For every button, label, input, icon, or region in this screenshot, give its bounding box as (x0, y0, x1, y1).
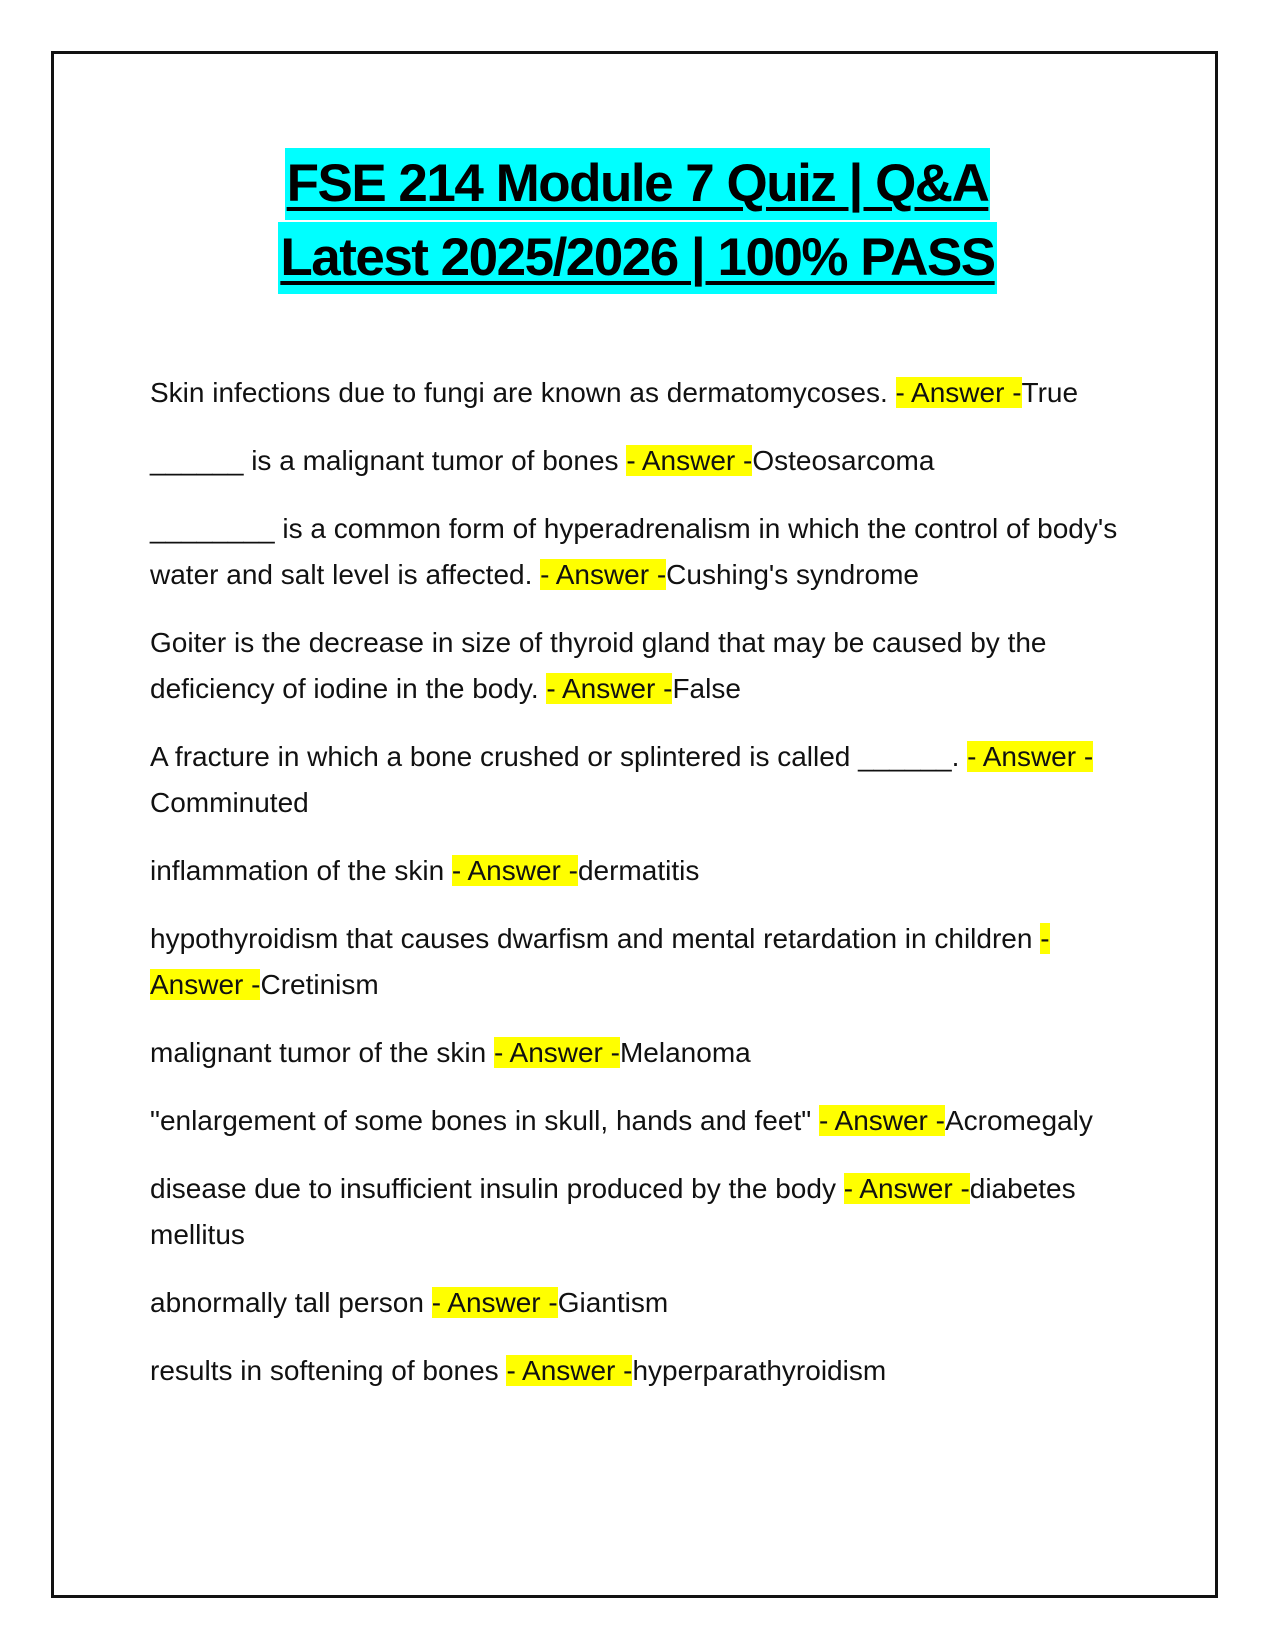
qa-item (150, 370, 1125, 416)
answer-text: Cushing's syndrome (666, 559, 919, 590)
answer-text: Osteosarcoma (752, 445, 935, 476)
qa-item (150, 506, 1125, 598)
title-line-2: Latest 2025/2026 | 100% PASS (278, 222, 996, 294)
answer-text: False (672, 673, 741, 704)
qa-item (150, 1030, 1125, 1076)
answer-text: diabetes mellitus (150, 1173, 1076, 1250)
question-text: inflammation of the skin (150, 855, 452, 886)
answer-marker: - Answer - (626, 445, 753, 476)
qa-item (150, 734, 1125, 826)
document-title (51, 148, 1224, 296)
answer-marker: - Answer - (967, 741, 1094, 772)
title-line-1: FSE 214 Module 7 Quiz | Q&A (285, 148, 991, 220)
answer-text: dermatitis (577, 855, 700, 886)
question-text: Skin infections due to fungi are known as dermatomycoses. (150, 377, 896, 408)
qa-item (150, 438, 1125, 484)
qa-list (150, 370, 1125, 1416)
qa-item (150, 916, 1125, 1008)
answer-marker: - Answer - (895, 377, 1022, 408)
qa-item (150, 1166, 1125, 1258)
answer-text: Acromegaly (944, 1105, 1093, 1136)
answer-text: Comminuted (150, 787, 309, 818)
qa-item (150, 620, 1125, 712)
question-text: malignant tumor of the skin (150, 1037, 494, 1068)
answer-marker: - Answer - (843, 1173, 970, 1204)
answer-marker: - Answer - (540, 559, 667, 590)
question-text: abnormally tall person (150, 1287, 432, 1318)
question-text: A fracture in which a bone crushed or splintered is called ______. (150, 741, 968, 772)
answer-marker: - Answer - (493, 1037, 620, 1068)
answer-marker: - Answer - (431, 1287, 558, 1318)
question-text: "enlargement of some bones in skull, hands and feet" (150, 1105, 819, 1136)
answer-marker: - Answer - (818, 1105, 945, 1136)
question-text: ______ is a malignant tumor of bones (150, 445, 627, 476)
qa-item (150, 848, 1125, 894)
question-text: disease due to insufficient insulin produced by the body (150, 1173, 844, 1204)
answer-text: Cretinism (260, 969, 379, 1000)
answer-marker: - Answer - (506, 1355, 633, 1386)
question-text: ________ is a common form of hyperadrenalism in which the control of body's water and salt level is affected. (150, 513, 1118, 590)
answer-marker: - Answer - (150, 923, 1050, 1000)
question-text: hypothyroidism that causes dwarfism and mental retardation in children (150, 923, 1041, 954)
qa-item (150, 1280, 1125, 1326)
answer-text: Melanoma (619, 1037, 751, 1068)
qa-item (150, 1348, 1125, 1394)
question-text: results in softening of bones (150, 1355, 507, 1386)
answer-text: hyperparathyroidism (632, 1355, 887, 1386)
answer-text: True (1021, 377, 1079, 408)
question-text: Goiter is the decrease in size of thyroid gland that may be caused by the deficiency of iodine in the body. (150, 627, 1047, 704)
answer-text: Giantism (557, 1287, 669, 1318)
answer-marker: - Answer - (546, 673, 673, 704)
qa-item (150, 1098, 1125, 1144)
answer-marker: - Answer - (451, 855, 578, 886)
